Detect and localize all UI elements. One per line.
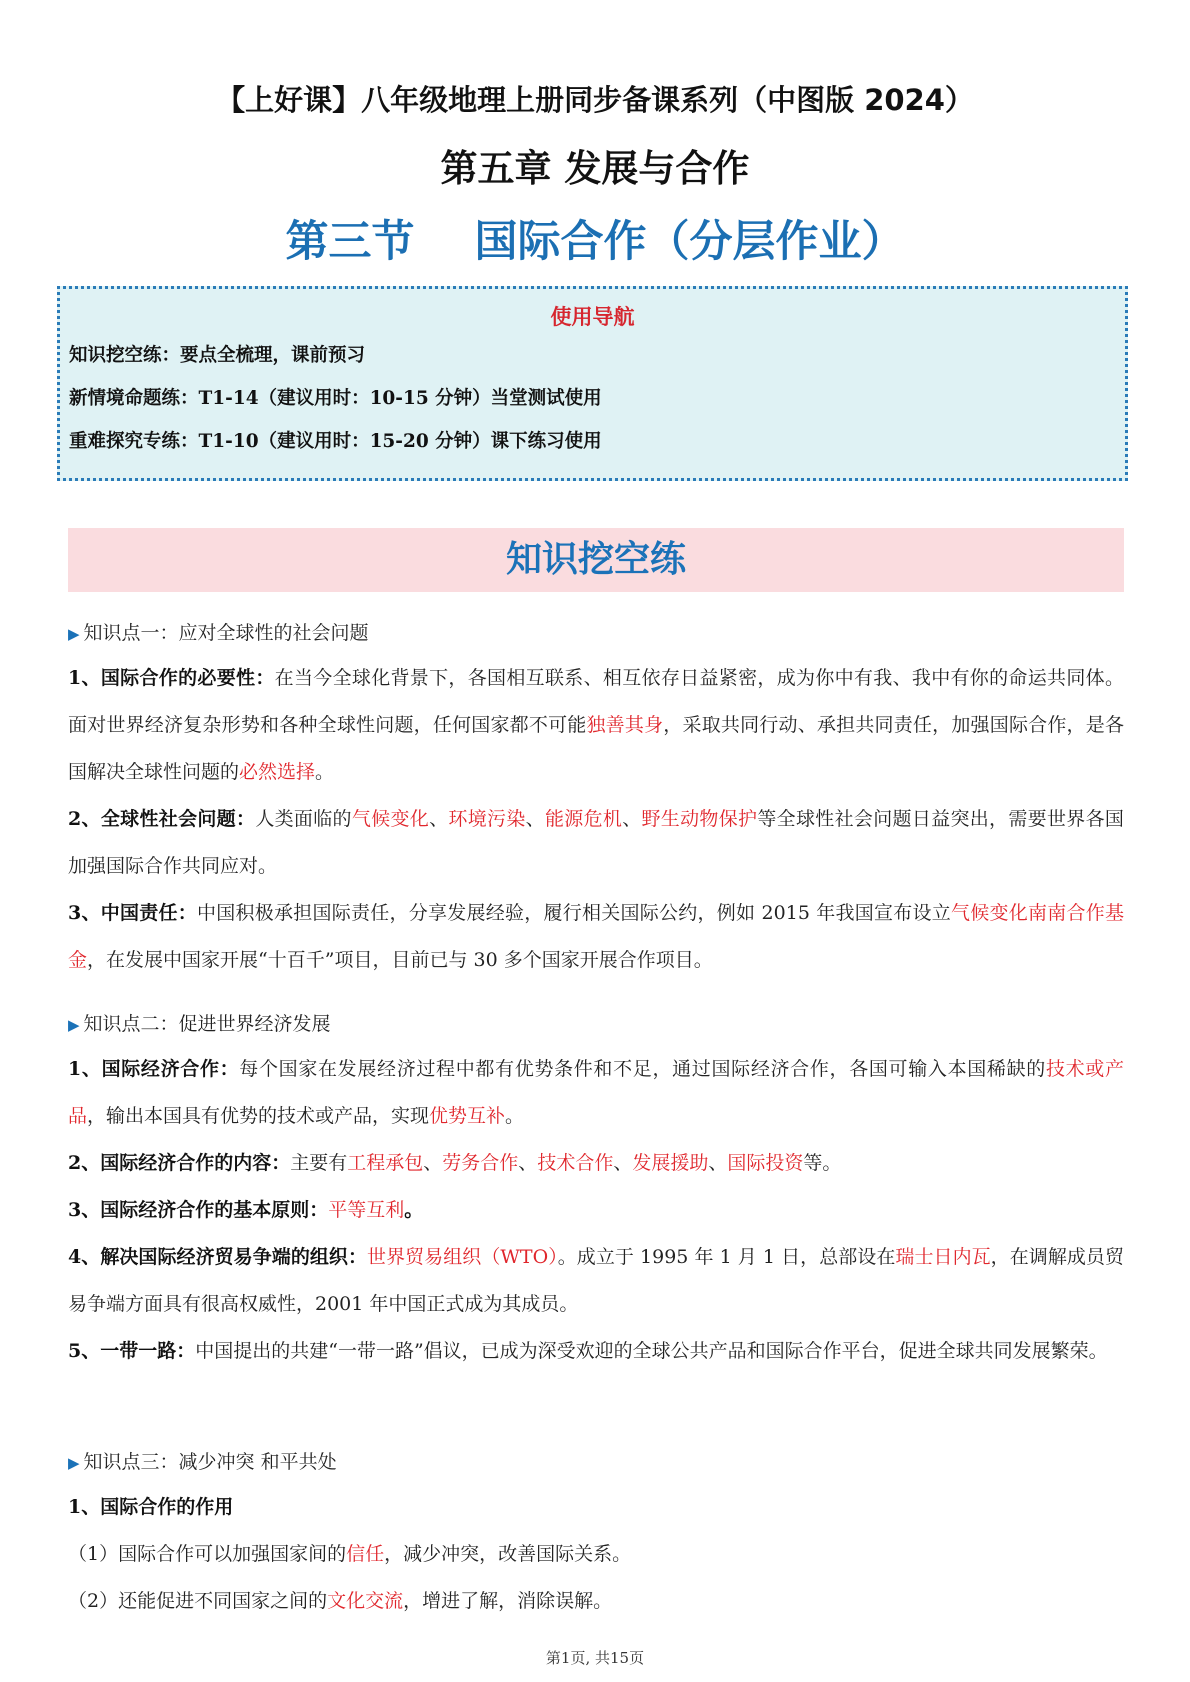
usage-guide-title: 使用导航 [550,305,635,329]
triangle-bullet-icon: ▶ [68,625,80,643]
knowledge-point-3-heading: ▶ 知识点三：减少冲突 和平共处 [68,1451,337,1473]
kp1-item-1: 1、国际合作的必要性：在当今全球化背景下，各国相互联系、相互依存日益紧密，成为你中有我、我中有你的命运共同体。面对世界经济复杂形势和各种全球性问题，任何国家都不可能独善其身，采取共同行动、承担共同责任，加强国际合作，是各国解决全球性问题的必然选择。 [68,667,1124,783]
section-banner [68,528,1124,592]
usage-guide-box [57,286,1128,481]
kp2-item-4: 4、解决国际经济贸易争端的组织：世界贸易组织（WTO）。成立于 1995 年 1 月 1 日，总部设在瑞士日内瓦，在调解成员贸易争端方面具有很高权威性，2001 年中国正式成为其成员。 [68,1246,1124,1315]
knowledge-point-1-heading: ▶ 知识点一：应对全球性的社会问题 [68,622,369,644]
kp1-item-2: 2、全球性社会问题：人类面临的气候变化、环境污染、能源危机、野生动物保护等全球性社会问题日益突出，需要世界各国加强国际合作共同应对。 [68,808,1124,877]
section-name: 国际合作（分层作业） [474,217,905,267]
triangle-bullet-icon: ▶ [68,1454,80,1472]
kp2-item-3: 3、国际经济合作的基本原则：平等互利。 [68,1199,424,1221]
page-number: 第1页, 共15页 [545,1649,645,1667]
kp3-item-1: （1）国际合作可以加强国家间的信任，减少冲突，改善国际关系。 [68,1543,632,1565]
chapter-title: 第五章 发展与合作 [440,147,750,190]
section-number: 第三节 [285,217,415,267]
section-banner-title: 知识挖空练 [505,539,686,580]
guide-line-knowledge: 知识挖空练：要点全梳理，课前预习 [69,345,366,366]
series-title: 【上好课】八年级地理上册同步备课系列（中图版 2024） [216,83,974,117]
kp2-item-2: 2、国际经济合作的内容：主要有工程承包、劳务合作、技术合作、发展援助、国际投资等。 [68,1152,842,1174]
section-title [0,208,1190,269]
triangle-bullet-icon: ▶ [68,1016,80,1034]
kp1-item-3: 3、中国责任：中国积极承担国际责任，分享发展经验，履行相关国际公约，例如 2015 年我国宣布设立气候变化南南合作基金，在发展中国家开展“十百千”项目，目前已与 30 多个国家开展合作项目。 [68,902,1124,971]
kp2-item-1: 1、国际经济合作：每个国家在发展经济过程中都有优势条件和不足，通过国际经济合作，各国可输入本国稀缺的技术或产品，输出本国具有优势的技术或产品，实现优势互补。 [68,1058,1124,1127]
knowledge-point-2-heading: ▶ 知识点二：促进世界经济发展 [68,1013,331,1035]
guide-line-new-context: 新情境命题练：T1-14（建议用时：10-15 分钟）当堂测试使用 [69,388,602,409]
kp2-item-5: 5、一带一路：中国提出的共建“一带一路”倡议，已成为深受欢迎的全球公共产品和国际合作平台，促进全球共同发展繁荣。 [68,1340,1108,1362]
guide-line-difficult: 重难探究专练：T1-10（建议用时：15-20 分钟）课下练习使用 [69,431,602,452]
kp3-item-2: （2）还能促进不同国家之间的文化交流，增进了解，消除误解。 [68,1590,613,1612]
kp3-subheading: 1、国际合作的作用 [68,1496,234,1518]
